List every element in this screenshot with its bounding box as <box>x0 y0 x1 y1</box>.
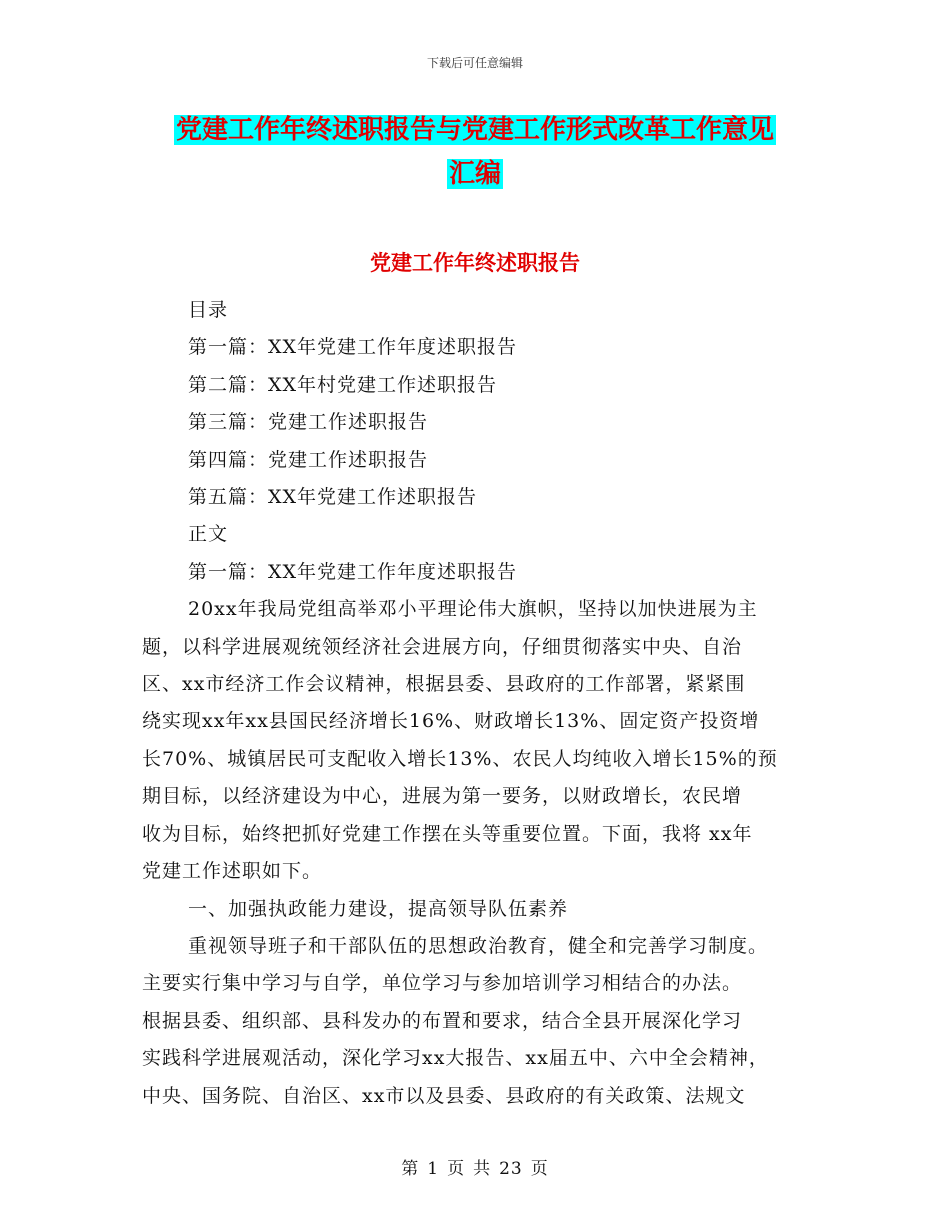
paragraph-line: 题，以科学进展观统领经济社会进展方向，仔细贯彻落实中央、自治 <box>142 635 743 658</box>
footer-page-word: 页 <box>447 1159 466 1179</box>
paragraph-line: 根据县委、组织部、县科发办的布置和要求，结合全县开展深化学习 <box>142 1009 743 1032</box>
footer-total-pages: 23 <box>499 1159 523 1179</box>
header-note: 下载后可任意编辑 <box>426 56 523 70</box>
toc-heading: 目录 <box>188 299 229 321</box>
toc-item: 第五篇：XX年党建工作述职报告 <box>188 486 478 509</box>
footer-total-word: 共 <box>473 1159 492 1179</box>
toc-item: 第四篇：党建工作述职报告 <box>188 448 429 471</box>
page-footer <box>0 1154 950 1179</box>
paragraph-line: 重视领导班子和干部队伍的思想政治教育，健全和完善学习制度。 <box>188 934 769 957</box>
section-title: 党建工作年终述职报告 <box>370 251 580 275</box>
document-title-text-2: 汇编 <box>448 159 501 189</box>
paragraph-line: 主要实行集中学习与自学，单位学习与参加培训学习相结合的办法。 <box>142 972 743 995</box>
paragraph-line: 绕实现xx年xx县国民经济增长16%、财政增长13%、固定资产投资增 <box>142 710 760 733</box>
paragraph-line: 实践科学进展观活动，深化学习xx大报告、xx届五中、六中全会精神， <box>142 1047 769 1070</box>
toc-item: 第三篇：党建工作述职报告 <box>188 411 429 434</box>
footer-suffix: 页 <box>530 1159 549 1179</box>
paragraph-line: 收为目标，始终把抓好党建工作摆在头等重要位置。下面，我将 xx年 <box>142 822 753 845</box>
paragraph-line: 20xx年我局党组高举邓小平理论伟大旗帜，坚持以加快进展为主 <box>188 598 758 621</box>
document-title-text-1: 党建工作年终述职报告与党建工作形式改革工作意见 <box>175 115 774 145</box>
toc-item: 第一篇：XX年党建工作年度述职报告 <box>188 336 518 359</box>
footer-page-number: 1 <box>427 1159 440 1179</box>
paragraph-line: 期目标，以经济建设为中心，进展为第一要务，以财政增长，农民增 <box>142 785 743 808</box>
paragraph-line: 中央、国务院、自治区、xx市以及县委、县政府的有关政策、法规文 <box>142 1084 746 1107</box>
paragraph-line: 区、xx市经济工作会议精神，根据县委、县政府的工作部署，紧紧围 <box>142 673 746 696</box>
document-body <box>142 292 812 1115</box>
section-heading: 一、加强执政能力建设，提高领导队伍素养 <box>188 897 569 920</box>
chapter-title: 第一篇：XX年党建工作年度述职报告 <box>188 560 518 583</box>
document-title-line-2 <box>0 158 950 190</box>
document-title-line-1 <box>0 114 950 146</box>
footer-prefix: 第 <box>401 1159 420 1179</box>
body-label: 正文 <box>188 523 229 546</box>
paragraph-line: 长70%、城镇居民可支配收入增长13%、农民人均纯收入增长15%的预 <box>142 747 778 770</box>
paragraph-line: 党建工作述职如下。 <box>142 860 323 883</box>
toc-item: 第二篇：XX年村党建工作述职报告 <box>188 373 498 396</box>
